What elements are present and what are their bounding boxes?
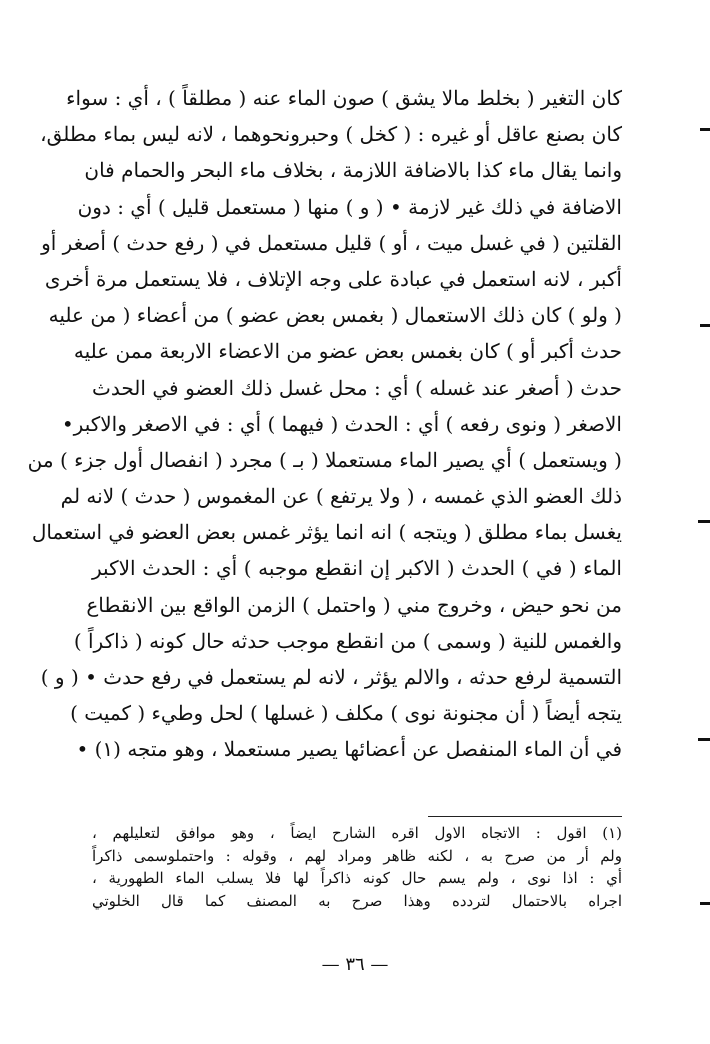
text-line: يغسل بماء مطلق ( ويتجه ) انه انما يؤثر غمس بعض العضو في استعمال (31, 520, 622, 545)
text-line: ( ويستعمل ) أي يصير الماء مستعملا ( بـ ) مجرد ( انفصال أول جزء ) من (27, 447, 622, 472)
binding-mark (700, 902, 710, 905)
footnote-line: (١) اقول : الاتجاه الاول اقره الشارح ايضاً ، وهو موافق لتعليلهم ، (92, 824, 622, 842)
text-line: القلتين ( في غسل ميت ، أو ) قليل مستعمل في ( رفع حدث ) أصغر أو (41, 230, 622, 255)
text-line: أكبر ، لانه استعمل في عبادة على وجه الإتلاف ، فلا يستعمل مرة أخرى (44, 266, 622, 291)
text-line: من نحو حيض ، وخروج مني ( واحتمل ) الزمن الواقع بين الانقطاع (86, 592, 622, 617)
text-line: ذلك العضو الذي غمسه ، ( ولا يرتفع ) عن المغموس ( حدث ) لانه لم (60, 484, 622, 509)
text-line: وانما يقال ماء كذا بالاضافة اللازمة ، بخلاف ماء البحر والحمام فان (84, 158, 622, 183)
text-line: والغمس للنية ( وسمى ) من انقطع موجب حدثه حال كونه ( ذاكراً ) (73, 628, 622, 653)
footnote-line: اجراه بالاحتمال لتردده وهذا صرح به المصنف كما قال الخلوتي (92, 891, 622, 910)
footnote-line: أي : اذا نوى ، ولم يسم حال كونه ذاكراً لها فلا يسلب الماء الطهورية ، (92, 869, 622, 887)
text-line: في أن الماء المنفصل عن أعضائها يصير مستعملا ، وهو متجه (١) • (76, 737, 622, 762)
page-number: — ٣٦ — (321, 954, 389, 975)
binding-mark (698, 520, 710, 523)
footnote-separator (428, 816, 622, 817)
footnotes (92, 822, 622, 912)
text-line: يتجه أيضاً ( أن مجنونة نوى ) مكلف ( غسلها ) لحل وطيء ( كميت ) (70, 701, 622, 726)
text-line: الاصغر ( ونوى رفعه ) أي : الحدث ( فيهما ) أي : في الاصغر والاكبر• (61, 411, 622, 436)
text-line: كان بصنع عاقل أو غيره : ( كخل ) وحبرونحوهما ، لانه ليس بماء مطلق، (40, 122, 622, 147)
text-line: الاضافة في ذلك غير لازمة • ( و ) منها ( مستعمل قليل ) أي : دون (77, 194, 622, 219)
text-line: ( ولو ) كان ذلك الاستعمال ( بغمس بعض عضو ) من أعضاء ( من عليه (48, 303, 622, 328)
binding-mark (700, 128, 710, 131)
text-line: حدث ( أصغر عند غسله ) أي : محل غسل ذلك العضو في الحدث (92, 375, 622, 400)
footnote-line: ولم أر من صرح به ، لكنه ظاهر ومراد لهم ، وقوله : واحتملوسمى ذاكراً (92, 846, 622, 865)
main-text (27, 80, 622, 768)
text-line: حدث أكبر أو ) كان بغمس بعض عضو من الاعضاء الاربعة ممن عليه (73, 339, 622, 364)
text-line: الماء ( في ) الحدث ( الاكبر إن انقطع موجبه ) أي : الحدث الاكبر (92, 556, 622, 581)
binding-mark (700, 324, 710, 327)
binding-mark (698, 738, 710, 741)
text-line: التسمية لرفع حدثه ، والالم يؤثر ، لانه لم يستعمل في رفع حدث • ( و ) (40, 665, 622, 689)
text-line: كان التغير ( بخلط مالا يشق ) صون الماء عنه ( مطلقاً ) ، أي : سواء (66, 86, 622, 110)
